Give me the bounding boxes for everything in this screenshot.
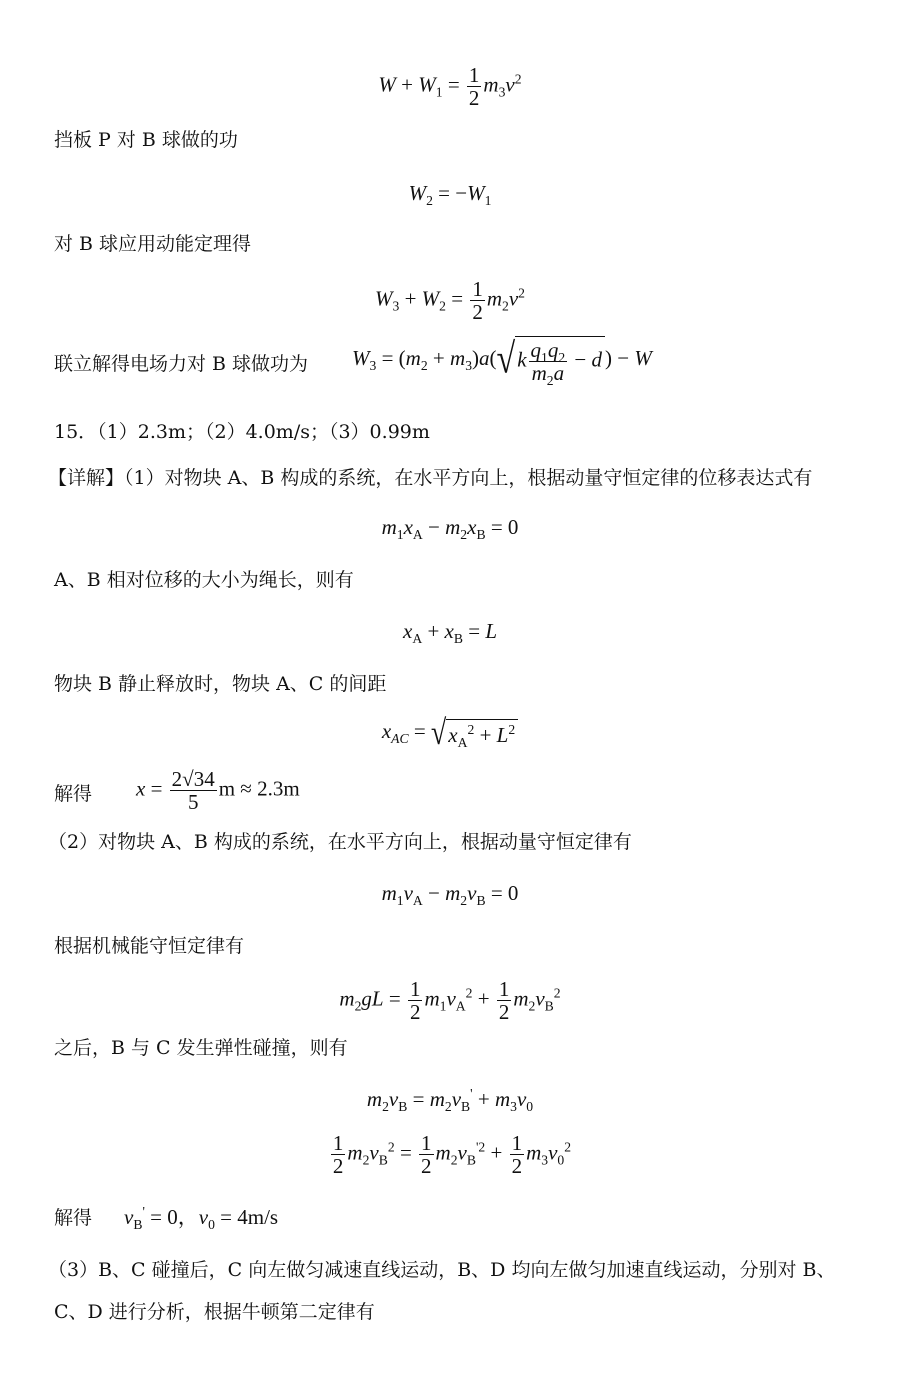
equation-6: $x_A + x_B = L$	[403, 619, 497, 647]
equation-8: x = $\frac{2√34}{5}$ m ≈ 2.3m	[136, 767, 300, 814]
text-relative: A、B 相对位移的大小为绳长，则有	[54, 569, 354, 591]
text-solve-efield: 联立解得电场力对 B 球做功为	[54, 353, 309, 375]
equation-2: $W_2 = -W_1$	[408, 181, 492, 209]
text-release: 物块 B 静止释放时，物块 A、C 的间距	[54, 673, 387, 695]
text-solve-1: 解得	[54, 783, 93, 805]
text-solve-2: 解得	[54, 1207, 93, 1229]
text-collision: 之后，B 与 C 发生弹性碰撞，则有	[54, 1037, 348, 1059]
answer-15: 15．（1）2.3m；（2）4.0m/s；（3）0.99m	[54, 421, 430, 443]
equation-10: $m_2gL$ = $\frac{1}{2}$ $m_1v_A^2$ + $\frac{1}{2}$ $m_2v_B^2$	[339, 977, 561, 1024]
equation-3: $W_3 + W_2$ = $\frac{1}{2}$ $m_2v^2$	[375, 277, 525, 324]
detail-3a: （3）B、C 碰撞后，C 向左做匀减速直线运动，B、D 均向左做匀加速直线运动，分别对 B、	[48, 1259, 836, 1281]
text-mech: 根据机械能守恒定律有	[54, 935, 245, 957]
detail-3b: C、D 进行分析，根据牛顿第二定律有	[54, 1301, 375, 1323]
equation-13: $v_B' = 0$，$v_0 = 4m/s$	[124, 1204, 279, 1233]
equation-9: $m_1v_A - m_2v_B = 0$	[381, 881, 519, 909]
equation-11: $m_2v_B = m_2v_B' + m_3v_0$	[366, 1086, 534, 1115]
equation-7: $x_{AC} = √x_A^2 + L^2$	[0, 718, 900, 748]
detail-1	[48, 466, 812, 490]
equation-12: $\frac{1}{2}$ $m_2v_B^2$ = $\frac{1}{2}$ $m_2v_B^{'2}$ + $\frac{1}{2}$ $m_3v_0^2$	[332, 1131, 572, 1178]
detail-1-text: （1）对物块 A、B 构成的系统，在水平方向上，根据动量守恒定律的位移表达式有	[124, 467, 813, 489]
equation-1: $W + W_1$ = $\frac{1}{2}$ $m_3v^2$	[378, 63, 522, 110]
text-apply-ke: 对 B 球应用动能定理得	[54, 233, 252, 255]
text-p-work: 挡板 P 对 B 球做的功	[54, 129, 238, 151]
equation-5: $m_1x_A - m_2x_B = 0$	[381, 515, 519, 543]
detail-2: （2）对物块 A、B 构成的系统，在水平方向上，根据动量守恒定律有	[48, 831, 632, 853]
detail-label: 【详解】	[48, 467, 125, 489]
equation-4: $W_3 = (m_2 + m_3)a(√k$ $\frac{q_1q_2}{m_2a}$ − d ) − W	[352, 336, 652, 389]
